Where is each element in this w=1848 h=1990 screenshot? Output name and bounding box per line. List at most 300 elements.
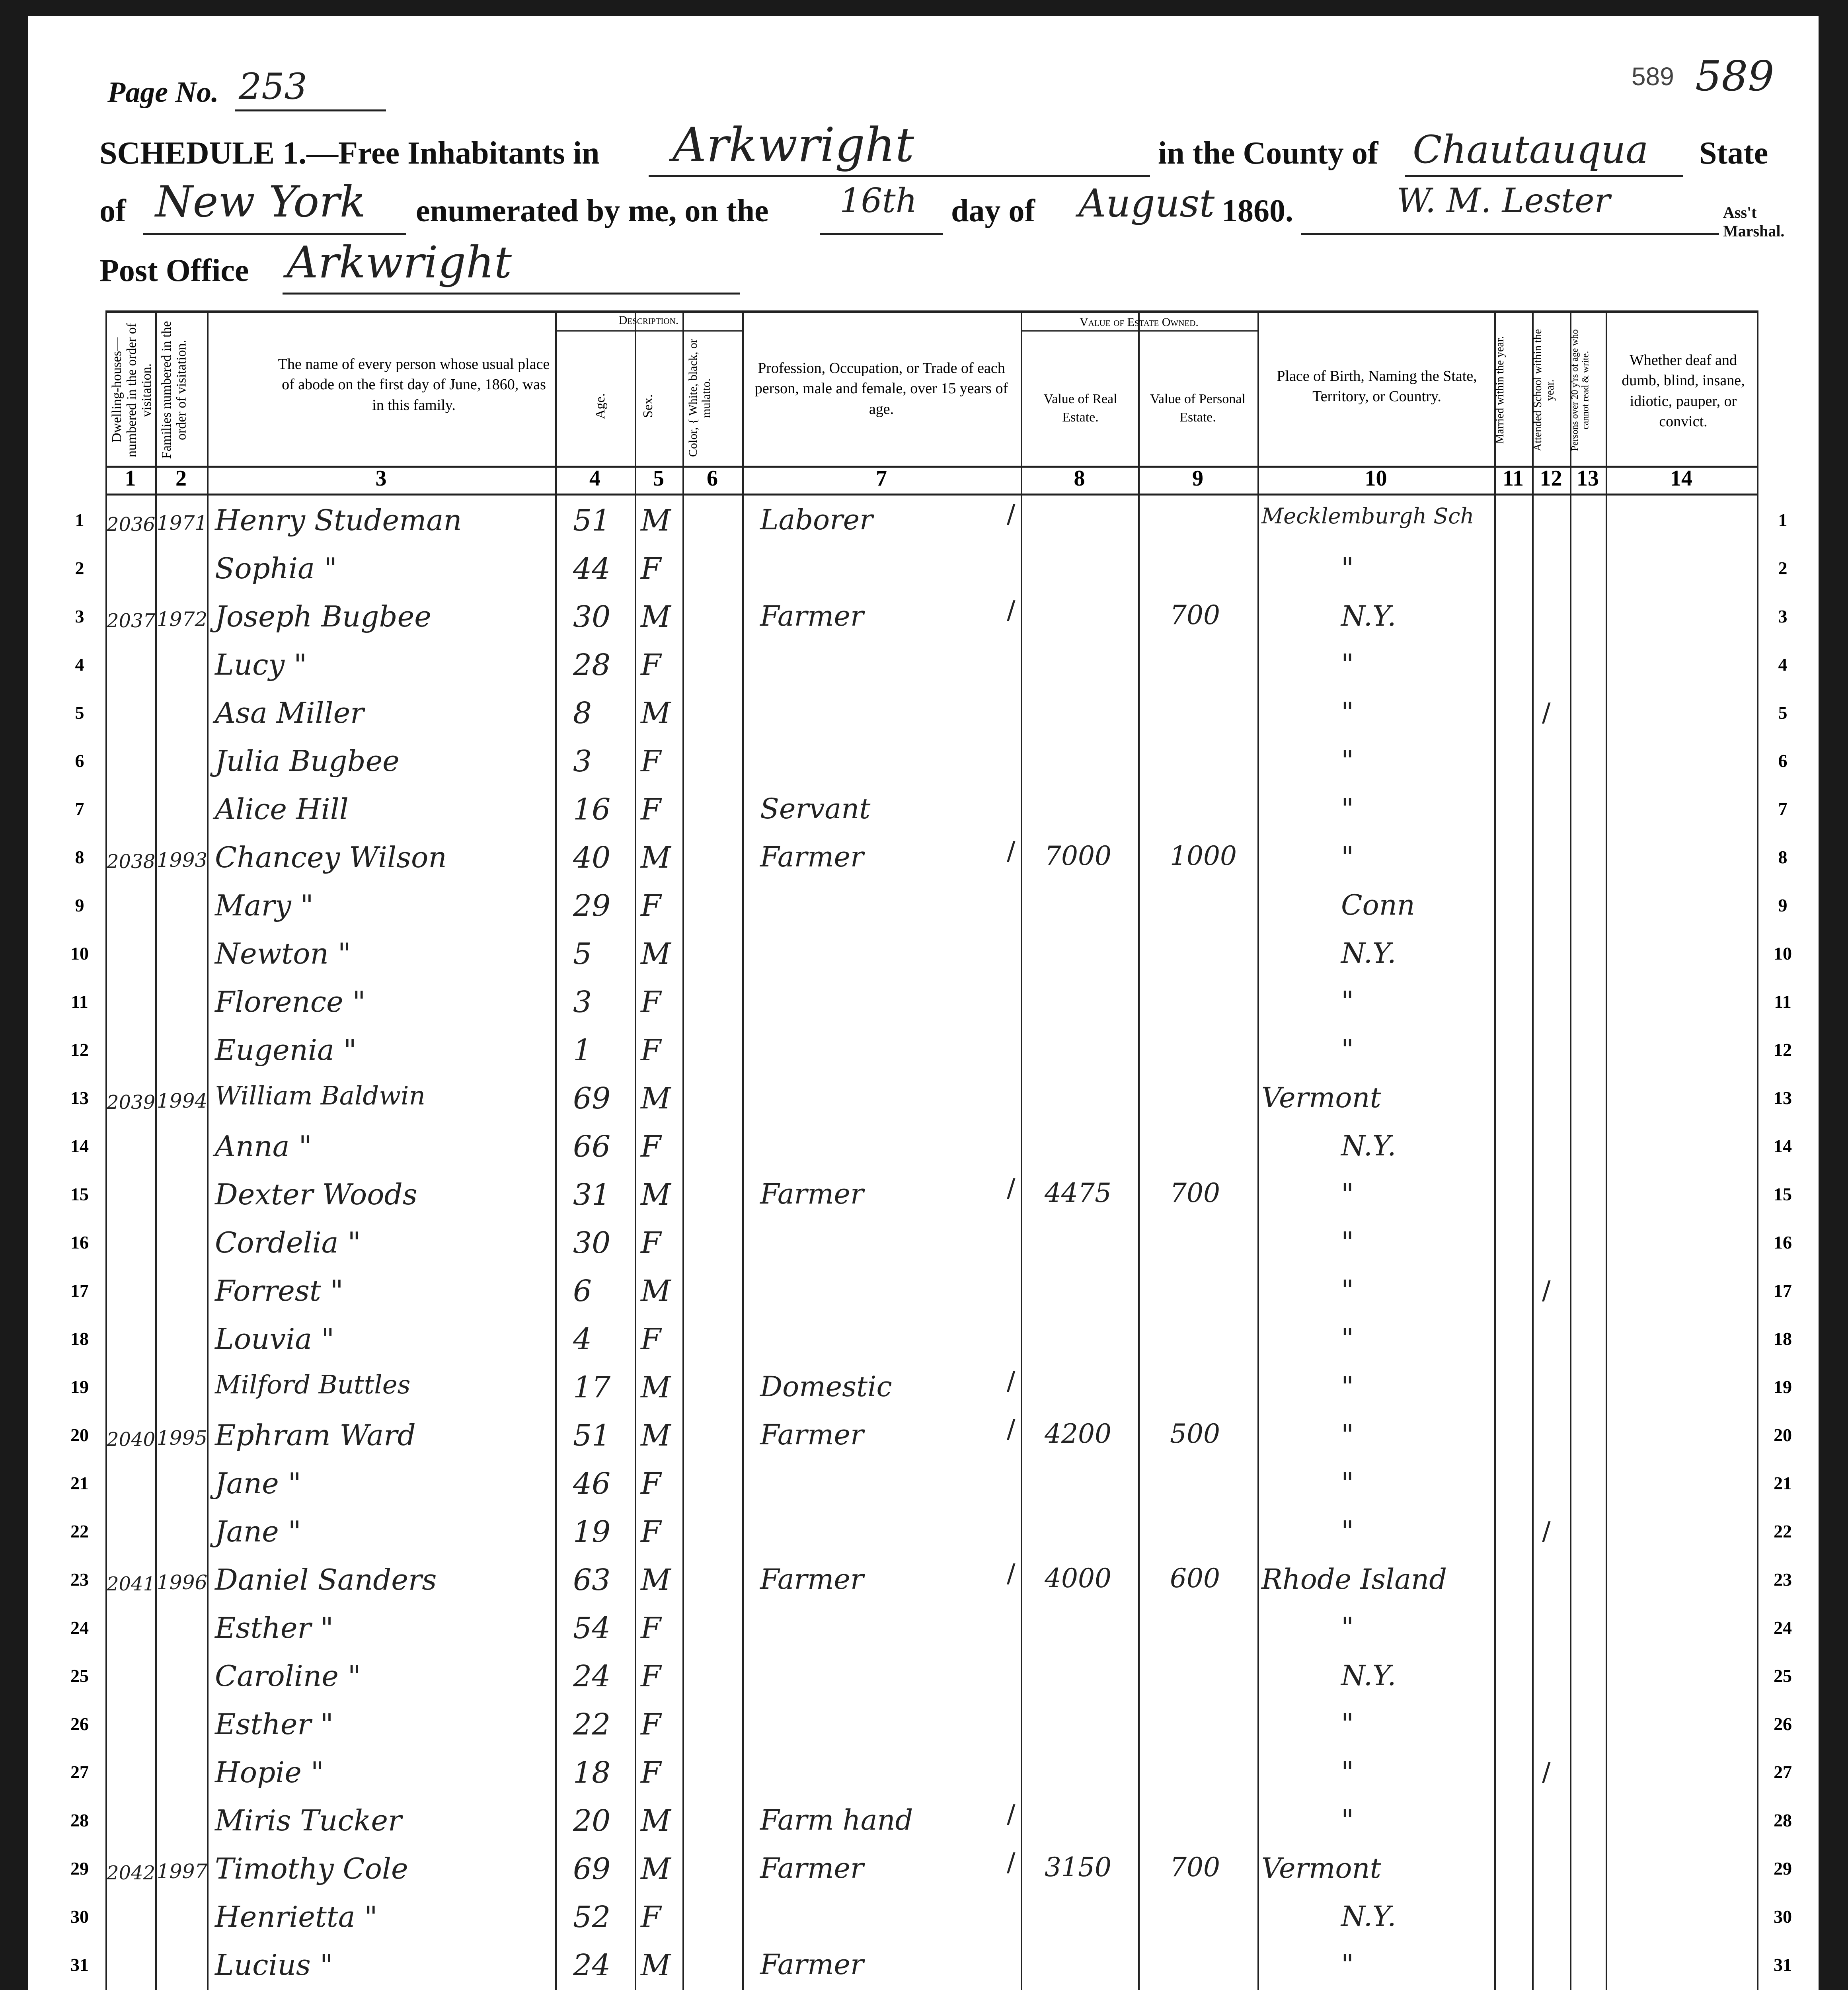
sex: F: [641, 1756, 661, 1790]
school-tick: /: [1542, 1758, 1551, 1787]
personal-estate-value: 1000: [1170, 841, 1237, 871]
county-label: in the County of: [1158, 136, 1378, 171]
month: August: [1078, 181, 1215, 226]
occupation-tick: /: [1007, 1800, 1016, 1829]
dwelling-number: 2038: [107, 851, 156, 873]
occupation-tick: /: [1007, 499, 1016, 529]
place-of-birth: ": [1341, 1948, 1354, 1981]
sex: F: [641, 1515, 661, 1549]
person-name: Mary ": [215, 889, 314, 922]
row-number-right: 16: [1774, 1232, 1792, 1253]
row-number-right: 24: [1774, 1617, 1792, 1638]
person-name: Florence ": [215, 985, 366, 1018]
place-of-birth: ": [1341, 744, 1354, 777]
marshal-signature: W. M. Lester: [1397, 181, 1610, 220]
age: 8: [573, 696, 592, 730]
place-of-birth: ": [1341, 1322, 1354, 1355]
column-divider: [207, 310, 209, 1990]
sex: F: [641, 1611, 661, 1645]
person-name: Alice Hill: [215, 792, 349, 826]
row-number-left: 9: [75, 895, 84, 915]
family-number: 1995: [157, 1426, 208, 1450]
column-divider: [1570, 310, 1571, 1990]
place-of-birth: ": [1341, 1418, 1354, 1451]
age: 30: [573, 600, 611, 634]
place-of-birth: N.Y.: [1341, 1130, 1396, 1162]
row-number-left: 6: [75, 751, 84, 771]
column-number: 5: [653, 466, 664, 491]
person-name: Asa Miller: [215, 696, 364, 730]
column-divider: [105, 310, 107, 1990]
occupation-tick: /: [1007, 1848, 1016, 1877]
person-name: Lucius ": [215, 1948, 333, 1982]
page-label: Page No.: [107, 76, 219, 109]
sex: M: [641, 1563, 671, 1597]
sex: F: [641, 648, 661, 682]
family-number: 1971: [157, 511, 208, 535]
column-divider: [1021, 310, 1022, 1990]
column-divider: [1606, 310, 1607, 1990]
schedule-label: SCHEDULE 1.—Free Inhabitants in: [99, 136, 600, 171]
occupation: Farmer: [760, 1563, 864, 1596]
occupation: Farmer: [760, 841, 864, 873]
sex: M: [641, 1178, 671, 1212]
person-name: Jane ": [215, 1515, 301, 1548]
row-number-left: 30: [70, 1906, 89, 1927]
family-number: 1996: [157, 1571, 208, 1594]
col-header-color: Color, { White, black, or mulatto.: [686, 339, 713, 457]
place-of-birth: ": [1341, 1467, 1354, 1499]
family-number: 1997: [157, 1860, 208, 1883]
occupation-tick: /: [1007, 1366, 1016, 1396]
sex: M: [641, 841, 671, 875]
column-number: 6: [707, 466, 718, 491]
row-number-right: 23: [1774, 1569, 1792, 1590]
age: 16: [573, 792, 611, 827]
place-of-birth: Vermont: [1261, 1081, 1381, 1114]
dwelling-number: 2039: [107, 1091, 156, 1114]
row-number-left: 29: [70, 1858, 89, 1879]
sex: F: [641, 1130, 661, 1164]
row-number-right: 31: [1774, 1955, 1792, 1975]
age: 40: [573, 841, 611, 875]
dwelling-number: 2037: [107, 610, 156, 632]
row-number-left: 22: [70, 1521, 89, 1541]
sex: F: [641, 889, 661, 923]
sex: F: [641, 985, 661, 1019]
column-divider: [155, 310, 157, 1990]
person-name: Ephram Ward: [215, 1418, 416, 1452]
row-number-left: 20: [70, 1425, 89, 1445]
person-name: Julia Bugbee: [215, 744, 400, 778]
place-of-birth: ": [1341, 696, 1354, 729]
row-number-left: 3: [75, 606, 84, 626]
age: 31: [573, 1178, 611, 1212]
col-header-school: Attended School within the year.: [1532, 329, 1556, 451]
age: 66: [573, 1130, 611, 1164]
person-name: William Baldwin: [215, 1081, 425, 1111]
row-number-right: 28: [1774, 1810, 1792, 1830]
column-number: 9: [1192, 466, 1203, 491]
sex: M: [641, 1948, 671, 1982]
row-number-right: 11: [1774, 991, 1791, 1012]
place-of-birth: Mecklemburgh Sch: [1261, 503, 1474, 529]
row-number-left: 27: [70, 1762, 89, 1782]
person-name: Forrest ": [215, 1274, 343, 1307]
col-header-age: Age.: [593, 393, 608, 419]
row-number-right: 6: [1778, 751, 1788, 771]
sex: F: [641, 1900, 661, 1934]
sex: M: [641, 1852, 671, 1886]
place-of-birth: Rhode Island: [1261, 1563, 1447, 1596]
place-of-birth: ": [1341, 1370, 1354, 1403]
col-header-birthplace: Place of Birth, Naming the State, Territory, or Country.: [1277, 368, 1477, 405]
column-divider: [1532, 310, 1534, 1990]
occupation-tick: /: [1007, 1174, 1016, 1203]
personal-estate-value: 500: [1170, 1418, 1220, 1449]
row-number-left: 12: [70, 1040, 89, 1060]
row-number-right: 3: [1778, 606, 1788, 626]
col-header-description: Description.: [618, 314, 679, 327]
person-name: Milford Buttles: [215, 1370, 411, 1400]
column-number: 10: [1365, 466, 1387, 491]
age: 20: [573, 1804, 611, 1838]
row-number-left: 2: [75, 558, 84, 578]
sex: F: [641, 1226, 661, 1260]
place-of-birth: ": [1341, 985, 1354, 1018]
column-divider: [1757, 310, 1758, 1990]
person-name: Miris Tucker: [215, 1804, 402, 1837]
family-number: 1972: [157, 608, 208, 631]
person-name: Esther ": [215, 1611, 333, 1645]
personal-estate-value: 700: [1170, 1852, 1220, 1883]
sex: M: [641, 1081, 671, 1116]
age: 44: [573, 552, 611, 586]
col-header-dwelling: Dwelling-houses—numbered in the order of visitation.: [109, 323, 154, 457]
person-name: Daniel Sanders: [215, 1563, 437, 1596]
row-number-left: 13: [70, 1088, 89, 1108]
row-number-right: 8: [1778, 847, 1788, 867]
place-of-birth: ": [1341, 552, 1354, 584]
column-number: 1: [125, 466, 136, 491]
place-of-birth: ": [1341, 1033, 1354, 1066]
row-number-left: 16: [70, 1232, 89, 1253]
place-of-birth: N.Y.: [1341, 937, 1396, 970]
post-office-label: Post Office: [99, 253, 249, 288]
personal-estate-value: 700: [1170, 1178, 1220, 1208]
occupation-tick: /: [1007, 837, 1016, 866]
state: New York: [155, 177, 366, 227]
row-number-right: 30: [1774, 1906, 1792, 1927]
person-name: Esther ": [215, 1707, 333, 1741]
row-number-left: 10: [70, 943, 89, 964]
col-header-name: The name of every person whose usual place of abode on the first day of June, 1860, was in this family.: [278, 356, 550, 414]
place-of-birth: Conn: [1341, 889, 1415, 921]
county: Chautauqua: [1413, 127, 1649, 172]
age: 18: [573, 1756, 611, 1790]
age: 69: [573, 1852, 611, 1886]
column-number: 8: [1074, 466, 1085, 491]
marshal-line: [1301, 233, 1719, 235]
day-line: [820, 233, 943, 235]
person-name: Chancey Wilson: [215, 841, 447, 874]
column-number: 3: [375, 466, 387, 491]
person-name: Anna ": [215, 1130, 312, 1163]
sex: M: [641, 1274, 671, 1308]
column-divider: [742, 310, 744, 1990]
person-name: Timothy Cole: [215, 1852, 408, 1885]
personal-estate-value: 700: [1170, 600, 1220, 630]
occupation: Farmer: [760, 600, 864, 632]
family-number: 1993: [157, 849, 208, 872]
occupation: Laborer: [760, 503, 873, 536]
age: 1: [573, 1033, 592, 1067]
row-number-right: 27: [1774, 1762, 1792, 1782]
age: 51: [573, 503, 611, 538]
place-of-birth: ": [1341, 1611, 1354, 1644]
row-number-right: 14: [1774, 1136, 1792, 1156]
row-number-right: 1: [1778, 510, 1788, 530]
page-number: 253: [239, 66, 307, 107]
day: 16th: [840, 181, 917, 220]
row-number-right: 9: [1778, 895, 1788, 915]
row-number-left: 8: [75, 847, 84, 867]
day-of-label: day of: [951, 193, 1035, 228]
dwelling-number: 2040: [107, 1428, 156, 1451]
row-number-right: 17: [1774, 1280, 1792, 1301]
row-number-right: 20: [1774, 1425, 1792, 1445]
row-number-left: 5: [75, 702, 84, 723]
corner-stamp: 589: [1632, 62, 1674, 91]
person-name: Louvia ": [215, 1322, 335, 1356]
place-of-birth: ": [1341, 1756, 1354, 1788]
age: 3: [573, 985, 592, 1019]
sex: F: [641, 744, 661, 778]
column-divider: [1257, 310, 1259, 1990]
age: 30: [573, 1226, 611, 1260]
sex: F: [641, 552, 661, 586]
real-estate-value: 3150: [1045, 1852, 1111, 1883]
row-number-left: 7: [75, 799, 84, 819]
column-divider: [682, 310, 684, 1990]
sex: M: [641, 503, 671, 538]
place-of-birth: N.Y.: [1341, 600, 1396, 632]
place-of-birth: N.Y.: [1341, 1900, 1396, 1933]
sex: F: [641, 1467, 661, 1501]
occupation-tick: /: [1007, 1559, 1016, 1588]
row-number-right: 15: [1774, 1184, 1792, 1204]
sex: F: [641, 1033, 661, 1067]
age: 46: [573, 1467, 611, 1501]
place-of-birth: ": [1341, 1804, 1354, 1836]
dwelling-number: 2036: [107, 513, 156, 536]
sex: M: [641, 696, 671, 730]
row-number-left: 18: [70, 1329, 89, 1349]
place-of-birth: Vermont: [1261, 1852, 1381, 1885]
column-number: 12: [1540, 466, 1562, 491]
column-divider: [1494, 310, 1496, 1990]
sex: M: [641, 1804, 671, 1838]
col-header-occupation: Profession, Occupation, or Trade of each person, male and female, over 15 years of age.: [754, 360, 1008, 418]
column-divider: [1138, 310, 1140, 1990]
year: 1860.: [1222, 193, 1293, 228]
dwelling-number: 2042: [107, 1862, 156, 1884]
place-of-birth: ": [1341, 1515, 1354, 1547]
age: 4: [573, 1322, 592, 1356]
sex: F: [641, 1659, 661, 1693]
row-number-right: 18: [1774, 1329, 1792, 1349]
occupation: Domestic: [760, 1370, 892, 1403]
sex: F: [641, 1707, 661, 1742]
age: 24: [573, 1948, 611, 1982]
family-number: 1994: [157, 1089, 208, 1112]
row-number-right: 10: [1774, 943, 1792, 964]
row-number-left: 23: [70, 1569, 89, 1590]
row-number-left: 15: [70, 1184, 89, 1204]
personal-estate-value: 600: [1170, 1563, 1220, 1594]
col-header-estate: Value of Estate Owned.: [1080, 316, 1199, 329]
person-name: Henrietta ": [215, 1900, 378, 1933]
column-divider: [635, 310, 636, 1990]
county-line: [1405, 175, 1683, 177]
row-number-right: 26: [1774, 1714, 1792, 1734]
person-name: Jane ": [215, 1467, 301, 1500]
person-name: Cordelia ": [215, 1226, 361, 1259]
row-number-left: 4: [75, 654, 84, 675]
occupation: Servant: [760, 792, 871, 825]
enumerated-label: enumerated by me, on the: [416, 193, 769, 228]
row-number-right: 29: [1774, 1858, 1792, 1879]
row-number-left: 1: [75, 510, 84, 530]
place-of-birth: ": [1341, 1178, 1354, 1210]
sex: M: [641, 1418, 671, 1453]
column-number: 2: [175, 466, 187, 491]
township-line: [649, 175, 1150, 177]
real-estate-value: 4200: [1045, 1418, 1111, 1449]
row-number-left: 25: [70, 1666, 89, 1686]
age: 54: [573, 1611, 611, 1645]
sex: M: [641, 600, 671, 634]
school-tick: /: [1542, 1276, 1551, 1305]
row-number-left: 21: [70, 1473, 89, 1493]
census-page: [28, 16, 1819, 1990]
column-number: 13: [1577, 466, 1599, 491]
person-name: Lucy ": [215, 648, 307, 681]
age: 17: [573, 1370, 611, 1405]
occupation: Farmer: [760, 1418, 864, 1451]
age: 5: [573, 937, 592, 971]
township: Arkwright: [673, 117, 914, 172]
person-name: Eugenia ": [215, 1033, 357, 1067]
occupation: Farmer: [760, 1948, 864, 1981]
age: 52: [573, 1900, 611, 1934]
row-number-left: 14: [70, 1136, 89, 1156]
post-office-line: [283, 293, 740, 295]
sex: M: [641, 937, 671, 971]
occupation: Farmer: [760, 1852, 864, 1885]
corner-page-number: 589: [1695, 52, 1774, 100]
row-number-right: 22: [1774, 1521, 1792, 1541]
column-number: 14: [1670, 466, 1692, 491]
row-number-left: 26: [70, 1714, 89, 1734]
row-number-right: 4: [1778, 654, 1788, 675]
row-number-left: 17: [70, 1280, 89, 1301]
sex: F: [641, 1322, 661, 1356]
sex: M: [641, 1370, 671, 1405]
column-number: 4: [589, 466, 600, 491]
row-number-right: 5: [1778, 702, 1788, 723]
real-estate-value: 4000: [1045, 1563, 1111, 1594]
dwelling-number: 2041: [107, 1573, 156, 1595]
occupation: Farmer: [760, 1178, 864, 1210]
person-name: Sophia ": [215, 552, 337, 585]
row-number-right: 13: [1774, 1088, 1792, 1108]
place-of-birth: ": [1341, 841, 1354, 873]
row-number-right: 19: [1774, 1377, 1792, 1397]
person-name: Joseph Bugbee: [215, 600, 431, 633]
sex: F: [641, 792, 661, 827]
row-number-left: 11: [71, 991, 88, 1012]
place-of-birth: ": [1341, 648, 1354, 681]
place-of-birth: ": [1341, 1226, 1354, 1258]
age: 69: [573, 1081, 611, 1116]
column-number: 11: [1503, 466, 1524, 491]
person-name: Dexter Woods: [215, 1178, 417, 1211]
page-number-line: [235, 109, 386, 111]
state-label: State: [1699, 136, 1768, 171]
post-office: Arkwright: [287, 237, 512, 288]
school-tick: /: [1542, 1517, 1551, 1546]
occupation: Farm hand: [760, 1804, 913, 1836]
col-header-sex: Sex.: [641, 394, 655, 418]
row-number-right: 7: [1778, 799, 1788, 819]
place-of-birth: ": [1341, 1707, 1354, 1740]
row-number-right: 21: [1774, 1473, 1792, 1493]
column-number: 7: [876, 466, 887, 491]
real-estate-value: 4475: [1045, 1178, 1111, 1208]
row-number-left: 24: [70, 1617, 89, 1638]
of-label: of: [99, 193, 126, 228]
place-of-birth: ": [1341, 792, 1354, 825]
row-number-right: 25: [1774, 1666, 1792, 1686]
row-number-right: 2: [1778, 558, 1788, 578]
age: 6: [573, 1274, 592, 1308]
row-number-left: 31: [70, 1955, 89, 1975]
age: 51: [573, 1418, 611, 1453]
col-header-married: Married within the year.: [1494, 336, 1506, 444]
age: 22: [573, 1707, 611, 1742]
occupation-tick: /: [1007, 596, 1016, 625]
person-name: Caroline ": [215, 1659, 361, 1693]
age: 63: [573, 1563, 611, 1597]
age: 29: [573, 889, 611, 923]
age: 19: [573, 1515, 611, 1549]
row-number-left: 28: [70, 1810, 89, 1830]
occupation-tick: /: [1007, 1414, 1016, 1444]
row-number-right: 12: [1774, 1040, 1792, 1060]
person-name: Hopie ": [215, 1756, 324, 1789]
marshal-label: Ass't Marshal.: [1723, 203, 1785, 240]
age: 28: [573, 648, 611, 682]
state-line: [143, 233, 406, 235]
school-tick: /: [1542, 698, 1551, 728]
age: 3: [573, 744, 592, 778]
col-header-personal-estate: Value of Personal Estate.: [1150, 392, 1246, 425]
place-of-birth: N.Y.: [1341, 1659, 1396, 1692]
place-of-birth: ": [1341, 1274, 1354, 1307]
column-divider: [555, 310, 557, 1990]
col-header-disabilities: Whether deaf and dumb, blind, insane, idiotic, pauper, or convict.: [1622, 352, 1745, 430]
